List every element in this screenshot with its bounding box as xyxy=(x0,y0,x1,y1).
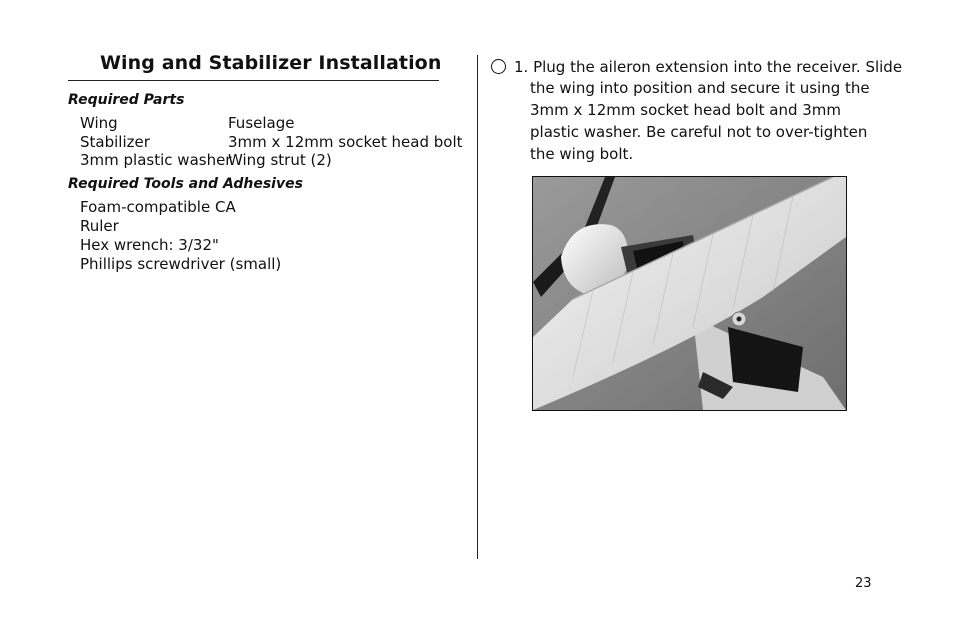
parts-item: 3mm plastic washer xyxy=(80,151,232,169)
step-line: 1. Plug the aileron extension into the receiver. Slide xyxy=(514,58,903,76)
tools-item: Hex wrench: 3/32" xyxy=(80,236,219,254)
step-line: plastic washer. Be careful not to over-tighten xyxy=(530,123,868,141)
parts-item: 3mm x 12mm socket head bolt xyxy=(228,133,463,151)
tools-item: Ruler xyxy=(80,217,119,235)
step-line: the wing into position and secure it using the xyxy=(530,79,870,97)
parts-item: Wing strut (2) xyxy=(228,151,332,169)
tools-item: Phillips screwdriver (small) xyxy=(80,255,282,273)
required-parts-heading: Required Parts xyxy=(68,92,185,108)
column-divider xyxy=(477,55,478,559)
page-number: 23 xyxy=(855,576,872,591)
tools-item: Foam-compatible CA xyxy=(80,198,236,216)
step-checkbox[interactable] xyxy=(491,59,506,74)
parts-item: Fuselage xyxy=(228,114,295,132)
parts-item: Wing xyxy=(80,114,118,132)
heading-underline xyxy=(68,80,439,81)
step-line: the wing bolt. xyxy=(530,145,634,163)
parts-item: Stabilizer xyxy=(80,133,150,151)
required-tools-heading: Required Tools and Adhesives xyxy=(68,176,303,192)
wing-installation-photo xyxy=(532,176,847,411)
section-title: Wing and Stabilizer Installation xyxy=(100,52,442,74)
step-line: 3mm x 12mm socket head bolt and 3mm xyxy=(530,101,842,119)
